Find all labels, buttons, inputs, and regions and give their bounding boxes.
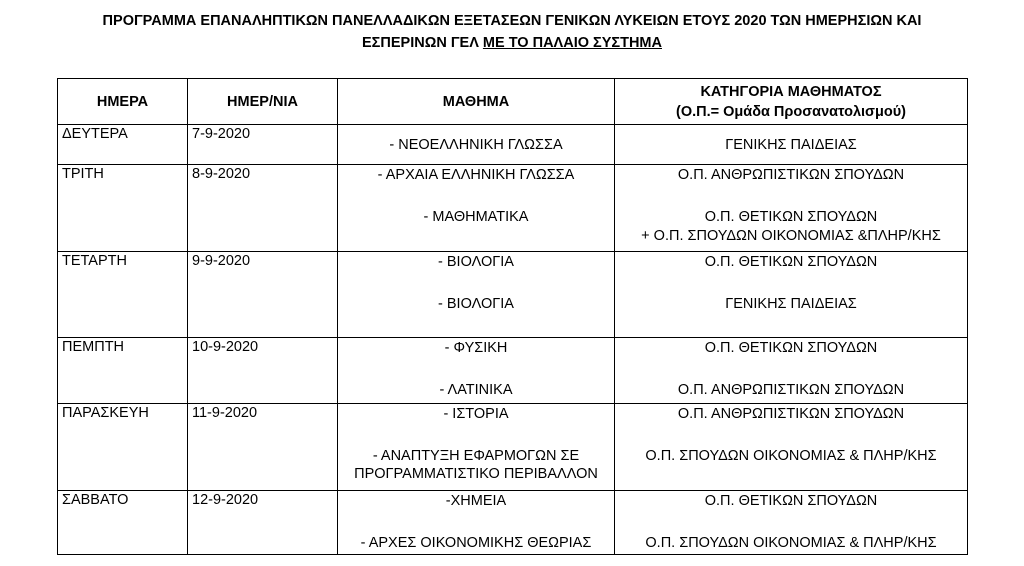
category-line: Ο.Π. ΣΠΟΥΔΩΝ ΟΙΚΟΝΟΜΙΑΣ & ΠΛΗΡ/ΚΗΣ bbox=[645, 448, 937, 464]
title-line-2 bbox=[0, 32, 1024, 54]
table-row bbox=[58, 165, 968, 252]
cell-subject bbox=[338, 252, 615, 338]
subject-line: - ΑΝΑΠΤΥΞΗ ΕΦΑΡΜΟΓΩΝ ΣΕ bbox=[372, 448, 580, 464]
subject-line: - ΦΥΣΙΚΗ bbox=[444, 340, 508, 356]
cell-day: ΠΕΜΠΤΗ bbox=[58, 338, 188, 404]
cell-subject bbox=[338, 165, 615, 252]
subject-line: - ΑΡΧΕΣ ΟΙΚΟΝΟΜΙΚΗΣ ΘΕΩΡΙΑΣ bbox=[360, 535, 592, 551]
header-date: ΗΜΕΡ/ΝΙΑ bbox=[188, 79, 338, 125]
cell-category bbox=[615, 491, 968, 555]
subject-line: - ΜΑΘΗΜΑΤΙΚΑ bbox=[423, 209, 529, 225]
cell-subject bbox=[338, 338, 615, 404]
cell-subject bbox=[338, 125, 615, 165]
title-line-2-prefix: ΕΣΠΕΡΙΝΩΝ ΓΕΛ bbox=[362, 35, 479, 51]
table-row bbox=[58, 252, 968, 338]
category-line: Ο.Π. ΑΝΘΡΩΠΙΣΤΙΚΩΝ ΣΠΟΥΔΩΝ bbox=[677, 406, 905, 422]
subject-line: - ΙΣΤΟΡΙΑ bbox=[443, 406, 509, 422]
title-line-2-underlined: ΜΕ ΤΟ ΠΑΛΑΙΟ ΣΥΣΤΗΜΑ bbox=[482, 35, 662, 51]
cell-subject bbox=[338, 404, 615, 491]
subject-line: - ΛΑΤΙΝΙΚΑ bbox=[439, 382, 513, 398]
category-line: ΓΕΝΙΚΗΣ ΠΑΙΔΕΙΑΣ bbox=[725, 296, 857, 312]
table-row bbox=[58, 125, 968, 165]
subject-line: ΠΡΟΓΡΑΜΜΑΤΙΣΤΙΚΟ ΠΕΡΙΒΑΛΛΟΝ bbox=[354, 466, 598, 482]
cell-date: 8-9-2020 bbox=[188, 165, 338, 252]
cell-category bbox=[615, 338, 968, 404]
table-row bbox=[58, 404, 968, 491]
header-category bbox=[615, 79, 968, 125]
category-line: Ο.Π. ΑΝΘΡΩΠΙΣΤΙΚΩΝ ΣΠΟΥΔΩΝ bbox=[677, 167, 905, 183]
header-category-note: (Ο.Π.= Ομάδα Προσανατολισμού) bbox=[676, 103, 906, 120]
category-line: Ο.Π. ΘΕΤΙΚΩΝ ΣΠΟΥΔΩΝ bbox=[704, 209, 878, 225]
cell-date: 12-9-2020 bbox=[188, 491, 338, 555]
table-row bbox=[58, 491, 968, 555]
cell-category bbox=[615, 404, 968, 491]
exam-schedule-table bbox=[57, 78, 968, 555]
title-line-1: ΠΡΟΓΡΑΜΜΑ ΕΠΑΝΑΛΗΠΤΙΚΩΝ ΠΑΝΕΛΛΑΔΙΚΩΝ ΕΞΕΤΑΣΕΩΝ ΓΕΝΙΚΩΝ ΛΥΚΕΙΩΝ ΕΤΟΥΣ 2020 ΤΩΝ ΗΜΕΡΗΣΙΩΝ ΚΑΙ bbox=[102, 13, 922, 29]
table-row bbox=[58, 338, 968, 404]
cell-day: ΣΑΒΒΑΤΟ bbox=[58, 491, 188, 555]
cell-day: ΔΕΥΤΕΡΑ bbox=[58, 125, 188, 165]
subject-line: -ΧΗΜΕΙΑ bbox=[445, 493, 507, 509]
category-line: Ο.Π. ΘΕΤΙΚΩΝ ΣΠΟΥΔΩΝ bbox=[704, 340, 878, 356]
category-line: Ο.Π. ΑΝΘΡΩΠΙΣΤΙΚΩΝ ΣΠΟΥΔΩΝ bbox=[677, 382, 905, 398]
subject-line: - ΑΡΧΑΙΑ ΕΛΛΗΝΙΚΗ ΓΛΩΣΣΑ bbox=[377, 167, 575, 183]
header-category-label: ΚΑΤΗΓΟΡΙΑ ΜΑΘΗΜΑΤΟΣ bbox=[700, 83, 882, 100]
cell-day: ΤΕΤΑΡΤΗ bbox=[58, 252, 188, 338]
category-line: Ο.Π. ΣΠΟΥΔΩΝ ΟΙΚΟΝΟΜΙΑΣ & ΠΛΗΡ/ΚΗΣ bbox=[645, 535, 937, 551]
table-header-row bbox=[58, 79, 968, 125]
cell-day: ΠΑΡΑΣΚΕΥΗ bbox=[58, 404, 188, 491]
cell-date: 9-9-2020 bbox=[188, 252, 338, 338]
subject-line: - ΝΕΟΕΛΛΗΝΙΚΗ ΓΛΩΣΣΑ bbox=[389, 137, 563, 153]
subject-line: - ΒΙΟΛΟΓΙΑ bbox=[438, 296, 514, 312]
cell-category bbox=[615, 165, 968, 252]
cell-date: 7-9-2020 bbox=[188, 125, 338, 165]
header-subject: ΜΑΘΗΜΑ bbox=[338, 79, 615, 125]
category-line: Ο.Π. ΘΕΤΙΚΩΝ ΣΠΟΥΔΩΝ bbox=[704, 254, 878, 270]
cell-day: ΤΡΙΤΗ bbox=[58, 165, 188, 252]
category-line: ΓΕΝΙΚΗΣ ΠΑΙΔΕΙΑΣ bbox=[725, 137, 857, 153]
category-line: Ο.Π. ΘΕΤΙΚΩΝ ΣΠΟΥΔΩΝ bbox=[704, 493, 878, 509]
cell-category bbox=[615, 252, 968, 338]
cell-date: 11-9-2020 bbox=[188, 404, 338, 491]
category-line: + Ο.Π. ΣΠΟΥΔΩΝ ΟΙΚΟΝΟΜΙΑΣ &ΠΛΗΡ/ΚΗΣ bbox=[641, 228, 941, 244]
cell-date: 10-9-2020 bbox=[188, 338, 338, 404]
cell-subject bbox=[338, 491, 615, 555]
header-day: ΗΜΕΡΑ bbox=[58, 79, 188, 125]
subject-line: - ΒΙΟΛΟΓΙΑ bbox=[438, 254, 514, 270]
cell-category bbox=[615, 125, 968, 165]
document-title bbox=[0, 10, 1024, 54]
